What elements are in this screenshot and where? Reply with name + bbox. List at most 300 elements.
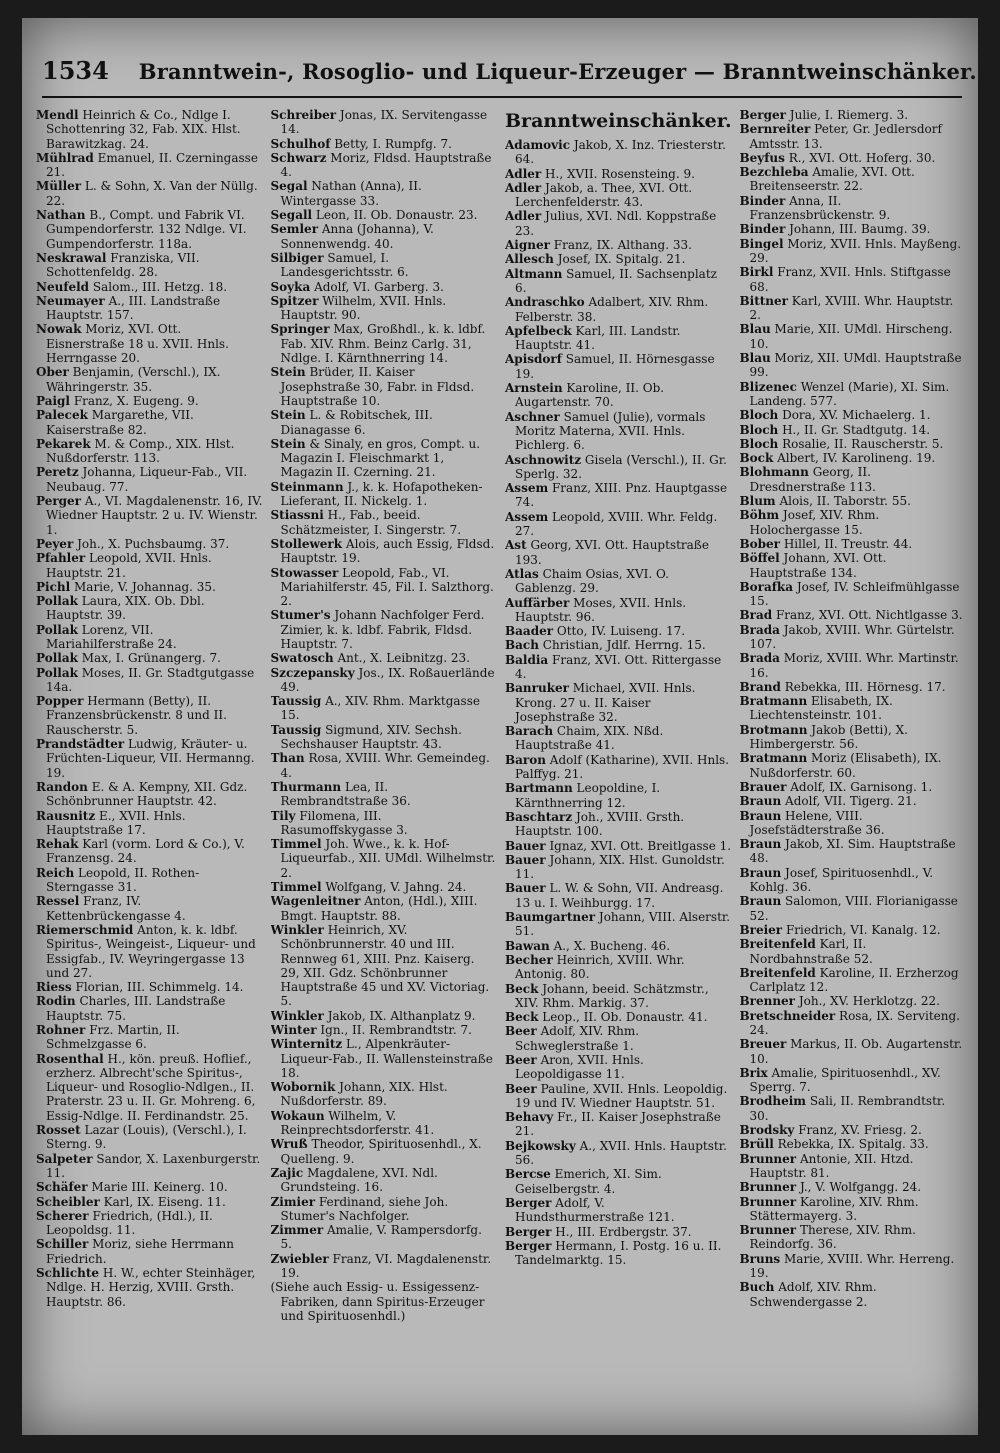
directory-page	[22, 18, 978, 1435]
entry-name: Beer	[505, 1081, 537, 1096]
column-1	[36, 108, 263, 1428]
entry-name: Ober	[36, 365, 69, 380]
entry-details: Florian, III. Schimmelg. 14.	[75, 980, 244, 995]
directory-entry	[740, 837, 967, 866]
entry-name: Banruker	[505, 681, 569, 696]
entry-name: Beyfus	[739, 150, 785, 165]
entry-details: J., V. Wolfgangg. 24.	[799, 1180, 922, 1195]
entry-name: Auffärber	[505, 595, 570, 610]
directory-entry	[740, 537, 967, 551]
directory-entry	[505, 453, 732, 482]
entry-details: Adolf, VII. Tigerg. 21.	[785, 794, 917, 809]
entry-details: E. & A. Kempny, XII. Gdz. Schönbrunner Hauptstr. 42.	[46, 779, 248, 809]
directory-entry	[271, 1109, 498, 1138]
directory-entry	[740, 1280, 967, 1309]
entry-name: Winkler	[270, 1008, 324, 1023]
directory-entry	[36, 1123, 263, 1152]
entry-details: H., XVII. Rosensteing. 9.	[545, 166, 695, 181]
directory-entry	[505, 252, 732, 266]
entry-name: Neufeld	[36, 279, 90, 294]
entry-name: Pollak	[36, 622, 78, 637]
directory-entry	[271, 694, 498, 723]
entry-details: Brüder, II. Kaiser Josephstraße 30, Fabr. in Fldsd. Hauptstraße 10.	[280, 365, 475, 408]
entry-name: Arnstein	[505, 381, 563, 396]
entry-name: Salpeter	[36, 1151, 93, 1166]
directory-entry	[36, 365, 263, 394]
directory-entry	[36, 1180, 263, 1194]
entry-details: Rosa, IX. Serviteng. 24.	[749, 1008, 960, 1037]
entry-details: Friedrich, VI. Kanalg. 12.	[785, 922, 941, 937]
directory-entry	[740, 651, 967, 680]
entry-name: Bratmann	[739, 751, 808, 766]
entry-name: Beck	[505, 981, 539, 996]
directory-entry	[505, 724, 732, 753]
entry-name: Wokaun	[270, 1108, 325, 1123]
entry-name: Scheibler	[36, 1194, 100, 1209]
directory-entry	[271, 608, 498, 651]
entry-name: Beck	[505, 1010, 539, 1025]
entry-details: Ign., II. Rembrandtstr. 7.	[320, 1023, 472, 1037]
entry-details: L., Alpenkräuter-Liqueur-Fab., II. Wallensteinstraße 18.	[280, 1037, 493, 1080]
directory-entry	[740, 780, 967, 794]
directory-entry	[36, 809, 263, 838]
entry-details: Jakob, a. Thee, XVI. Ott. Lerchenfelderstr. 43.	[515, 180, 693, 210]
entry-details: L. W. & Sohn, VII. Andreasg. 13 u. I. Weihburgg. 17.	[515, 881, 724, 910]
entry-details: Sandor, X. Laxenburgerstr. 11.	[46, 1151, 261, 1180]
directory-entry	[271, 651, 498, 665]
entry-name: Bawan	[505, 938, 550, 953]
directory-entry	[271, 1252, 498, 1281]
directory-entry	[505, 352, 732, 381]
entry-details: Marie, XVIII. Whr. Herreng. 19.	[749, 1251, 955, 1281]
entry-name: Adler	[505, 209, 542, 224]
entry-details: (Siehe auch Essig- u. Essigessenz-Fabriken, dann Spiritus-Erzeuger und Spirituosenhdl.)	[270, 1280, 485, 1323]
entry-details: Josef, IV. Schleifmühlgasse 15.	[749, 579, 960, 609]
entry-name: Popper	[36, 694, 84, 709]
entry-details: Heinrich & Co., Ndlge I. Schottenring 32, Fab. XIX. Hlst. Barawitzkag. 24.	[46, 108, 241, 151]
entry-details: Franz, XVI. Ott. Rittergasse 4.	[515, 652, 722, 681]
entry-name: Peyer	[36, 536, 74, 551]
directory-entry	[740, 322, 967, 351]
entry-details: Moriz, XII. UMdl. Hauptstraße 99.	[749, 351, 962, 380]
directory-entry	[740, 923, 967, 937]
entry-details: Peter, Gr. Jedlersdorf Amtsstr. 13.	[749, 122, 942, 151]
entry-details: B., Compt. und Fabrik VI. Gumpendorferstr. 132 Ndlge. VI. Gumpendorferstr. 118a.	[46, 208, 247, 251]
entry-name: Winternitz	[270, 1037, 343, 1052]
directory-entry	[740, 751, 967, 780]
directory-entry	[271, 1195, 498, 1224]
entry-details: Lorenz, VII. Mariahilferstraße 24.	[46, 622, 177, 651]
entry-details: Anna, II. Franzensbrückenstr. 9.	[749, 193, 891, 223]
entry-details: Moriz, XVIII. Whr. Martinstr. 16.	[749, 651, 959, 680]
entry-name: Perger	[36, 494, 82, 509]
entry-details: Joh., X. Puchsbaumg. 37.	[77, 536, 230, 551]
entry-details: Marie, XII. UMdl. Hirscheng. 10.	[749, 322, 953, 351]
entry-name: Brunner	[739, 1180, 797, 1195]
directory-entry	[271, 1223, 498, 1252]
entry-details: Hermann, I. Postg. 16 u. II. Tandelmarktg. 15.	[515, 1238, 722, 1268]
entry-details: Leopold, XVII. Hnls. Hauptstr. 21.	[46, 551, 212, 580]
entry-name: Timmel	[270, 880, 322, 895]
directory-entry	[740, 551, 967, 580]
directory-entry	[36, 494, 263, 537]
entry-name: Soyka	[270, 279, 311, 294]
directory-entry	[36, 537, 263, 551]
directory-entry	[36, 994, 263, 1023]
entry-name: Barach	[505, 724, 554, 739]
directory-entry	[740, 937, 967, 966]
directory-entry	[505, 681, 732, 724]
entry-name: Behavy	[505, 1110, 554, 1125]
entry-name: Rohner	[36, 1023, 86, 1037]
entry-name: Bloch	[739, 436, 779, 451]
directory-entry	[36, 294, 263, 323]
entry-details: Karl, II. Nordbahnstraße 52.	[749, 937, 873, 966]
entry-name: Segal	[270, 179, 308, 194]
entry-name: Bloch	[739, 422, 779, 437]
entry-name: Schwarz	[270, 150, 327, 165]
entry-name: Bingel	[739, 236, 784, 251]
directory-entry	[505, 1167, 732, 1196]
entry-name: Segall	[270, 208, 313, 223]
entry-details: Nathan (Anna), II. Wintergasse 33.	[280, 179, 422, 208]
entry-details: Georg, XVI. Ott. Hauptstraße 193.	[515, 538, 709, 567]
entry-details: Dora, XV. Michaelerg. 1.	[782, 408, 931, 423]
section-heading: Branntweinschänker.	[505, 110, 732, 132]
directory-entry	[271, 1137, 498, 1166]
directory-entry	[271, 508, 498, 537]
entry-name: Taussig	[270, 694, 322, 709]
entry-details: Therese, XIV. Rhm. Reindorfg. 36.	[749, 1223, 916, 1252]
directory-entry	[36, 408, 263, 437]
entry-name: Rodin	[36, 994, 76, 1009]
directory-entry	[505, 653, 732, 682]
entry-name: Bretschneider	[739, 1008, 836, 1023]
entry-name: Brodsky	[739, 1123, 795, 1138]
directory-entry	[740, 623, 967, 652]
entry-details: Max, Großhdl., k. k. ldbf. Fab. XIV. Rhm. Beinz Carlg. 31, Ndlge. I. Kärnthnerring 14.	[280, 322, 486, 366]
entry-name: Ast	[505, 538, 527, 553]
directory-entry	[740, 894, 967, 923]
directory-entry	[36, 208, 263, 251]
entry-name: Mühlrad	[36, 150, 94, 165]
directory-entry	[36, 1152, 263, 1181]
entry-name: Aschnowitz	[505, 452, 582, 467]
page-number: 1534	[42, 56, 109, 85]
entry-name: Rosset	[36, 1123, 81, 1138]
entry-details: Johann, beeid. Schätzmstr., XIV. Rhm. Markig. 37.	[515, 981, 709, 1010]
entry-details: Moriz (Elisabeth), IX. Nußdorferstr. 60.	[749, 751, 942, 780]
directory-entry	[505, 238, 732, 252]
entry-name: Steinmann	[270, 479, 344, 494]
entry-details: Leop., II. Ob. Donaustr. 41.	[542, 1010, 708, 1025]
entry-details: Wolfgang, V. Jahng. 24.	[325, 880, 467, 895]
entry-name: Stein	[270, 436, 306, 451]
directory-entry	[740, 494, 967, 508]
entry-details: Friedrich, (Hdl.), II. Leopoldsg. 11.	[46, 1208, 213, 1238]
entry-name: Stein	[270, 408, 306, 423]
entry-details: Marie III. Keinerg. 10.	[91, 1180, 228, 1195]
column-3	[505, 108, 732, 1428]
entry-name: Semler	[270, 222, 319, 237]
directory-entry	[740, 1223, 967, 1252]
entry-name: Breitenfeld	[739, 965, 816, 980]
entry-name: Blohmann	[739, 465, 809, 480]
entry-details: Johann, XIX. Hlst. Gunoldstr. 11.	[515, 852, 725, 882]
entry-name: Apisdorf	[505, 352, 562, 367]
entry-name: Riess	[36, 980, 72, 995]
entry-details: Jakob, XI. Sim. Hauptstraße 48.	[749, 837, 956, 866]
entry-details: Franz, VI. Magdalenenstr. 19.	[280, 1251, 492, 1281]
entry-details: Adolf, XIV. Rhm. Schwendergasse 2.	[749, 1280, 877, 1309]
entry-details: Franz, IV. Kettenbrückengasse 4.	[46, 894, 186, 923]
entry-name: Pollak	[36, 594, 78, 609]
directory-entry	[505, 881, 732, 910]
directory-entry	[505, 510, 732, 539]
entry-details: Samuel (Julie), vormals Moritz Materna, XVII. Hnls. Pichlerg. 6.	[515, 409, 706, 453]
entry-details: M. & Comp., XIX. Hlst. Nußdorferstr. 113.	[46, 436, 235, 466]
entry-details: Ant., X. Leibnitzg. 23.	[337, 651, 470, 666]
directory-entry	[740, 222, 967, 236]
entry-name: Zimmer	[270, 1223, 324, 1238]
entry-name: Bloch	[739, 408, 779, 423]
entry-details: Heinrich, XVIII. Whr. Antonig. 80.	[515, 952, 685, 982]
entry-details: Betty, I. Rumpfg. 7.	[334, 136, 452, 151]
entry-name: Swatosch	[270, 651, 334, 666]
entry-details: Georg, II. Dresdnerstraße 113.	[749, 465, 876, 494]
directory-entry	[271, 566, 498, 609]
entry-details: Franz, XV. Friesg. 2.	[798, 1123, 922, 1138]
entry-name: Baldia	[505, 652, 549, 667]
directory-entry	[271, 108, 498, 137]
directory-columns	[36, 108, 966, 1428]
directory-entry	[271, 923, 498, 1009]
entry-details: Anton, k. k. ldbf. Spiritus-, Weingeist-, Liqueur- und Essigfab., IV. Weyringergasse 13 und 27.	[46, 922, 256, 980]
directory-entry	[36, 737, 263, 780]
directory-entry	[271, 1009, 498, 1023]
entry-details: Adolf (Katharine), XVII. Hnls. Palffyg. 21.	[515, 752, 730, 782]
entry-details: Christian, Jdlf. Herrng. 15.	[542, 638, 706, 653]
entry-details: Samuel, II. Sachsenplatz 6.	[515, 266, 717, 295]
directory-entry	[740, 380, 967, 409]
directory-entry	[36, 394, 263, 408]
directory-entry	[740, 723, 967, 752]
directory-entry	[505, 1196, 732, 1225]
directory-entry	[505, 138, 732, 167]
directory-entry	[271, 666, 498, 695]
directory-entry	[740, 437, 967, 451]
entry-name: Bauer	[505, 852, 546, 867]
entry-name: Braun	[739, 808, 782, 823]
entry-details: Hermann (Betty), II. Franzensbrückenstr. 8 und II. Rauscherstr. 5.	[46, 694, 227, 737]
entry-details: Rebekka, IX. Spitalg. 33.	[777, 1137, 929, 1152]
entry-details: Karl, III. Landstr. Hauptstr. 41.	[515, 323, 681, 353]
directory-entry	[740, 1037, 967, 1066]
entry-details: Karoline, II. Ob. Augartenstr. 70.	[515, 381, 665, 410]
entry-name: Bartmann	[505, 781, 573, 796]
directory-entry	[505, 295, 732, 324]
entry-name: Wobornik	[270, 1080, 336, 1095]
entry-details: A., XIV. Rhm. Marktgasse 15.	[280, 694, 480, 723]
entry-name: Peretz	[36, 465, 79, 480]
directory-entry	[271, 222, 498, 251]
entry-details: Karoline, II. Erzherzog Carlplatz 12.	[749, 965, 959, 995]
entry-name: Wagenleitner	[270, 894, 361, 909]
entry-name: Apfelbeck	[505, 323, 572, 338]
entry-details: Moriz, XVII. Hnls. Mayßeng. 29.	[749, 236, 962, 265]
directory-entry	[271, 208, 498, 222]
entry-name: Zajic	[270, 1165, 304, 1180]
entry-details: Markus, II. Ob. Augartenstr. 10.	[749, 1037, 963, 1066]
directory-entry	[36, 280, 263, 294]
entry-details: Wenzel (Marie), XI. Sim. Landeng. 577.	[749, 379, 950, 408]
entry-details: Marie, V. Johannag. 35.	[74, 579, 216, 594]
directory-entry	[505, 481, 732, 510]
running-title: Branntwein-, Rosoglio- und Liqueur-Erzeuger — Branntweinschänker.	[138, 59, 977, 84]
directory-entry	[505, 910, 732, 939]
directory-entry	[740, 508, 967, 537]
entry-name: Timmel	[270, 837, 322, 852]
entry-details: Moriz, siehe Herrmann Friedrich.	[46, 1237, 234, 1266]
entry-details: H. W., echter Steinhäger, Ndlge. H. Herzig, XVIII. Grsth. Hauptstr. 86.	[46, 1266, 256, 1309]
entry-details: Jos., IX. Roßauerlände 49.	[280, 665, 495, 694]
directory-entry	[36, 151, 263, 180]
entry-name: Bezchleba	[739, 165, 809, 180]
directory-entry	[505, 1225, 732, 1239]
entry-name: Schreiber	[270, 108, 337, 122]
entry-name: Riemerschmid	[36, 922, 134, 937]
entry-details: Josef, XIV. Rhm. Holochergasse 15.	[749, 508, 880, 537]
entry-details: Adalbert, XIV. Rhm. Felberstr. 38.	[515, 295, 709, 324]
directory-entry	[36, 694, 263, 737]
directory-entry	[271, 365, 498, 408]
entry-details: Julie, I. Riemerg. 3.	[789, 108, 909, 122]
directory-entry	[505, 596, 732, 625]
entry-name: Adler	[505, 180, 542, 195]
entry-details: Ferdinand, siehe Joh. Stumer's Nachfolger.	[280, 1194, 449, 1223]
entry-name: Paigl	[36, 393, 70, 408]
directory-entry	[740, 1137, 967, 1151]
entry-name: Rosenthal	[36, 1051, 104, 1066]
directory-entry	[740, 465, 967, 494]
column-4	[740, 108, 967, 1428]
entry-name: Pollak	[36, 651, 78, 666]
entry-name: Adamovic	[505, 138, 571, 152]
directory-entry	[505, 324, 732, 353]
entry-details: Chaim, XIX. Nßd. Hauptstraße 41.	[515, 724, 664, 753]
entry-details: Moses, II. Gr. Stadtgutgasse 14a.	[46, 665, 255, 694]
entry-name: Binder	[739, 222, 786, 237]
directory-entry	[740, 1152, 967, 1181]
entry-name: Aschner	[505, 409, 560, 424]
entry-details: Rebekka, III. Hörnesg. 17.	[784, 679, 946, 694]
directory-entry	[505, 267, 732, 296]
entry-details: Lazar (Louis), (Verschl.), I. Sterng. 9.	[46, 1123, 247, 1152]
entry-details: Jakob, IX. Althanplatz 9.	[327, 1008, 476, 1023]
directory-entry	[36, 1052, 263, 1123]
directory-entry	[740, 966, 967, 995]
entry-details: Leopold, II. Rothen-Sterngasse 31.	[46, 865, 200, 895]
entry-name: Silbiger	[270, 250, 324, 265]
entry-details: Josef, Spirituosenhdl., V. Kohlg. 36.	[749, 865, 934, 895]
entry-name: Brix	[739, 1065, 768, 1080]
entry-name: Brotmann	[739, 722, 808, 737]
entry-name: Beer	[505, 1053, 537, 1067]
directory-entry	[271, 1280, 498, 1323]
directory-entry	[36, 980, 263, 994]
entry-name: Brad	[739, 608, 773, 623]
entry-name: Brunner	[739, 1194, 797, 1209]
entry-details: Josef, IX. Spitalg. 21.	[557, 252, 686, 267]
directory-entry	[36, 580, 263, 594]
entry-details: Franz, IX. Althang. 33.	[553, 238, 692, 253]
entry-details: Moriz, Fldsd. Hauptstraße 4.	[280, 150, 492, 180]
entry-name: Altmann	[505, 266, 563, 281]
directory-entry	[505, 638, 732, 652]
entry-name: Bober	[739, 536, 780, 551]
entry-details: Karl (vorm. Lord & Co.), V. Franzensg. 24.	[46, 837, 245, 866]
entry-details: Samuel, I. Landesgerichtsstr. 6.	[280, 250, 409, 280]
directory-entry	[740, 694, 967, 723]
entry-name: Rausnitz	[36, 808, 96, 823]
entry-details: Otto, IV. Luiseng. 17.	[556, 624, 686, 639]
entry-details: Ludwig, Kräuter- u. Früchten-Liqueur, VII. Hermanng. 19.	[46, 737, 255, 780]
entry-details: Emerich, XI. Sim. Geiselbergstr. 4.	[515, 1167, 662, 1196]
entry-details: & Sinaly, en gros, Compt. u. Magazin I. Fleischmarkt 1, Magazin II. Czerning. 21.	[280, 436, 481, 480]
directory-entry	[740, 1195, 967, 1224]
entry-details: Laura, XIX. Ob. Dbl. Hauptstr. 39.	[46, 594, 205, 623]
directory-entry	[271, 137, 498, 151]
entry-details: Michael, XVII. Hnls. Krong. 27 u. II. Kaiser Josephstraße 32.	[515, 681, 696, 724]
entry-name: Borafka	[739, 579, 793, 594]
directory-entry	[505, 1024, 732, 1053]
entry-details: Amalie, Spirituosenhdl., XV. Sperrg. 7.	[749, 1065, 941, 1095]
entry-name: Neumayer	[36, 293, 105, 308]
entry-name: Wruß	[270, 1137, 308, 1152]
entry-details: Margarethe, VII. Kaiserstraße 82.	[46, 408, 194, 437]
directory-entry	[271, 837, 498, 880]
entry-name: Brenner	[739, 994, 796, 1009]
entry-details: L. & Robitschek, III. Dianagasse 6.	[280, 408, 433, 437]
entry-name: Beer	[505, 1024, 537, 1039]
entry-details: Heinrich, XV. Schönbrunnerstr. 40 und III. Rennweg 61, XIII. Pnz. Kaiserg. 29, XII. Gdz. Schönbrunner Hauptstraße 45 und XV. Victoriag. 5.	[280, 922, 490, 1009]
entry-details: Adolf, IX. Garnisong. 1.	[790, 779, 933, 794]
entry-details: Sali, II. Rembrandtstr. 30.	[749, 1094, 946, 1123]
directory-entry	[740, 423, 967, 437]
entry-name: Pollak	[36, 665, 78, 680]
entry-details: Joh. Wwe., k. k. Hof-Liqueurfab., XII. UMdl. Wilhelmstr. 2.	[280, 837, 496, 880]
directory-entry	[505, 1139, 732, 1168]
entry-details: Moses, XVII. Hnls. Hauptstr. 96.	[515, 595, 687, 624]
entry-name: Than	[270, 751, 305, 766]
entry-details: Moriz, XVI. Ott. Eisnerstraße 18 u. XVII. Hnls. Herrngasse 20.	[46, 322, 229, 366]
entry-details: Adolf, V. Hundsthurmerstraße 121.	[515, 1195, 675, 1225]
entry-details: Aron, XVII. Hnls. Leopoldigasse 11.	[515, 1053, 644, 1082]
entry-details: H., Fab., beeid. Schätzmeister, I. Singerstr. 7.	[280, 508, 462, 537]
directory-entry	[505, 853, 732, 882]
entry-name: Bock	[739, 451, 774, 466]
directory-entry	[505, 939, 732, 953]
directory-entry	[740, 265, 967, 294]
entry-name: Stumer's	[270, 608, 331, 623]
entry-details: Leon, II. Ob. Donaustr. 23.	[315, 208, 478, 223]
entry-name: Berger	[505, 1238, 552, 1253]
entry-name: Schlichte	[36, 1266, 100, 1281]
entry-details: Emanuel, II. Czerningasse 21.	[46, 150, 258, 180]
entry-details: Johanna, Liqueur-Fab., VII. Neubaug. 77.	[46, 465, 248, 494]
entry-details: Karoline, XIV. Rhm. Stättermayerg. 3.	[749, 1194, 919, 1223]
entry-name: Taussig	[270, 722, 322, 737]
